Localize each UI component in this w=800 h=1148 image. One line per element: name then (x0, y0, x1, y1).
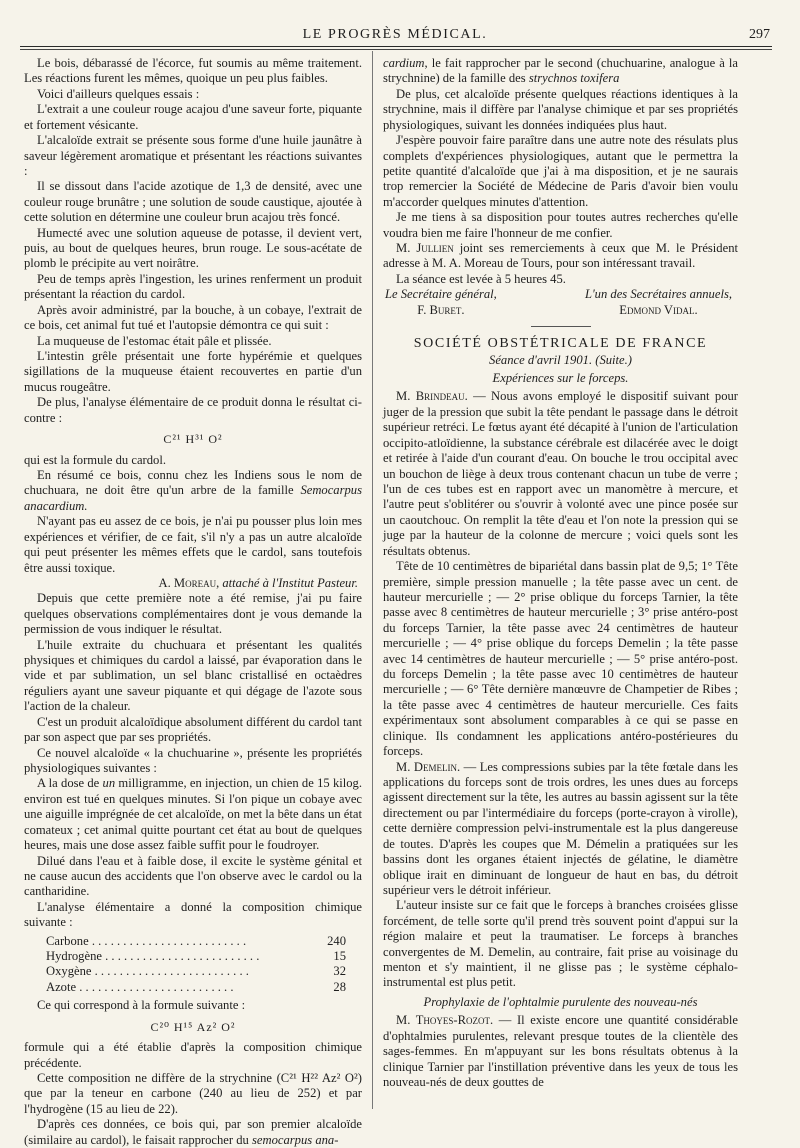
element-label: Azote . . . (46, 980, 308, 995)
paragraph: L'extrait a une couleur rouge acajou d'une saveur forte, piquante et fortement vésicante. (24, 102, 362, 132)
paragraph: L'analyse élémentaire a donné la composition chimique suivante : (24, 899, 362, 930)
secretary-annual (585, 287, 732, 318)
species-name: semocarpus ana- (252, 1132, 339, 1147)
subsection-title: Prophylaxie de l'ophtalmie purulente des nouveau-nés (423, 994, 698, 1009)
secretary-role: L'un des Secrétaires annuels, (584, 287, 732, 302)
paragraph: J'espère pouvoir faire paraître dans une autre note des résulats plus complets d'expériences physiologiques, autant que le permettra la petite quantité d'alcaloïde que j'ai à ma disposition, et je ne saurais trop remercier la Société de Médecine de Paris d'avoir bien voulu m'accorder quelques minutes d'attention. (383, 133, 738, 209)
paragraph: Humecté avec une solution aqueuse de potasse, il devient vert, puis, au bout de quelques heures, brun rouge. Le sous-acétate de plomb le précipite au vert noirâtre. (24, 225, 362, 271)
page-number: 297 (749, 27, 770, 42)
text: joint ses remerciements à ceux que M. le Président adresse à M. A. Moreau de Tours, pour son intéressant travail. (383, 241, 738, 271)
paragraph (383, 241, 738, 272)
paragraph: Le bois, débarassé de l'écorce, fut soumis au même traitement. Les réactions furent les mêmes, quoique un peu plus faibles. (24, 56, 362, 86)
paragraph: N'ayant pas eu assez de ce bois, je n'ai pu pousser plus loin mes expériences et vérifier, de ce fait, s'il n'y a pas un autre alcaloïde qui peut présenter les mêmes effets que le cardol, sans toutefois être aussi toxique. (24, 514, 362, 575)
text: — Il existe encore une quantité considérable d'ophtalmies purulentes, relevant presque toutes de la clientèle des sages-femmes. En m'appuyant sur les bons résultats obtenus à la clinique Tarnier par l'instillation préventive dans les yeux de tous les nouveau-nés de deux gouttes de (383, 1013, 738, 1089)
speaker-name: M. Jullien (396, 241, 454, 256)
paragraph (24, 468, 362, 514)
paragraph: L'alcaloïde extrait se présente sous forme d'une huile jaunâtre à saveur légèrement aromatique et présentant les réactions suivantes : (24, 133, 362, 178)
composition-table (46, 934, 346, 996)
text: En résumé ce bois, connu chez les Indiens sous le nom de chuchuara, ne doit être qu'un arbre de la famille (24, 467, 362, 498)
element-value: 240 (327, 933, 346, 948)
paragraph: qui est la formule du cardol. (24, 452, 166, 467)
section-separator (531, 326, 591, 327)
paragraph: Dilué dans l'eau et à faible dose, il excite le système génital et ne cause aucun des accidents que l'on observe avec le cardol ou la cantharidine. (24, 853, 362, 899)
text: — Nous avons employé le dispositif suivant pour juger de la pression que subit la tête pendant le passage dans le détroit supérieur retréci. Le fœtus ayant été décapité à l'union de l'articulation occipito-atloïdienne, la substance cérébrale est dilacérée avec le doigt et retirée à l'aide d'un courant d'eau. On bouche le trou occipital avec un bouchon de liège à deux trous contenant chacun un tube de verre ; l'un de ces tubes est en rapport avec un manomètre à mercure, et l'autre peut s'oblitérer ou s'ouvrir à volonté avec une pince posée sur un caoutchouc. On remplit la tête d'eau et l'on note la pression qui se juge par la hauteur de la colonne de mercure ; voici quels sont les résultats obtenus. (383, 389, 738, 558)
secretary-general (385, 287, 497, 318)
header-rule (20, 46, 772, 47)
paragraph: Peu de temps après l'ingestion, les urines renferment un produit présentant la réaction du cardol. (24, 271, 362, 302)
paragraph: Après avoir administré, par la bouche, à un cobaye, l'extrait de ce bois, cet animal fut tué et l'autopsie démontra ce qui suit : (24, 302, 362, 333)
paragraph (383, 760, 738, 899)
paragraph (383, 389, 738, 559)
paragraph (24, 1117, 362, 1148)
secretary-role: Le Secrétaire général, (385, 287, 497, 302)
paragraph (24, 776, 362, 853)
composition-row (46, 964, 346, 979)
left-column (24, 56, 362, 1148)
paragraph: L'intestin grêle présentait une forte hypérémie et quelques sigillations de la muqueuse étaient recouvertes en partie d'un mucus rougeâtre. (24, 349, 362, 394)
paragraph: L'auteur insiste sur ce fait que le forceps à branches croisées glisse forcément, de telle sorte qu'il prend très souvent point d'appui sur la région malaire et peut la traumatiser. Le forceps à branches convergentes de M. Demelin, au contraire, fait prise au voisinage du menton et s'y maintient, il ne glisse pas ; le système céphalo-instrumental est plus petit. (383, 898, 738, 990)
text: milligramme, en injection, un chien de 15 kilog. environ est tué en quelques minutes. Si l'on pique un cobaye avec une aiguille imprégnée de cet alcaloïde, on met la bête dans un état comateux ; cet animal quitte pourtant cet état au bout de quelques heures, mais une dose assez faible suffit pour le foudroyer. (24, 776, 362, 853)
paragraph: formule qui a été établie d'après la composition chimique précédente. (24, 1040, 362, 1070)
header-rule-thin (20, 49, 772, 50)
formula-cardol: C²¹ H³¹ O² (163, 432, 223, 447)
speaker-name: M. Brindeau. (396, 389, 468, 404)
text: — Les compressions subies par la tête fœtale dans les applications du forceps sont de trois ordres, les unes dues au forceps agissent directement sur la tête, les autres au bassin agissent sur la tête directement ou par l'intermédiaire du forceps (porte-crayon à virolle), cette dernière compression pelvi-instrumentale est la plus dangereuse de toutes. D'après les coupes que M. Démelin a pratiquées sur les bassins dont les organes étaient injectés de gélatine, le diamètre oblique irait en diminuant de longueur de haut en bas, du détroit supérieur vers le détroit inférieur. (383, 759, 738, 897)
paragraph: La muqueuse de l'estomac était pâle et plissée. (37, 333, 272, 348)
element-label: Hydrogène . . . (46, 949, 308, 964)
session-date: Séance d'avril 1901. (Suite.) (489, 352, 632, 367)
speaker-name: M. Thoyes-Rozot. (396, 1013, 494, 1028)
text: A la dose de (37, 776, 103, 791)
paragraph: C'est un produit alcaloïdique absolument différent du cardol tant par son aspect que par ses propriétés. (24, 714, 362, 745)
paragraph: Je me tiens à sa disposition pour toutes autres recherches qu'elle voudra bien me faire l'honneur de me confier. (383, 210, 738, 240)
paragraph: Il se dissout dans l'acide azotique de 1,3 de densité, avec une couleur rouge brunâtre ; une solution de soude caustique, ajoutée à cette solution en détermine une couleur brun acajou très foncé. (24, 179, 362, 225)
paragraph: L'huile extraite du chuchuara et présentant les qualités physiques et chimiques du cardol a laissé, par évaporation dans le vide et par sublimation, un sel blanc cristallisé en octaèdres réguliers ayant une saveur piquante et qui dégage de l'azote sous l'action de la chaleur. (24, 637, 362, 714)
paragraph: Voici d'ailleurs quelques essais : (37, 86, 200, 101)
paragraph: De plus, cet alcaloïde présente quelques réactions identiques à la strychnine, mais il diffère par l'analyse chimique et par ses propriétés physiologiques, suivant les données indiquées plus haut. (383, 86, 738, 132)
formula-chuchuarine: C²⁰ H¹⁵ Az² O² (150, 1019, 236, 1034)
composition-row (46, 949, 346, 964)
right-column (383, 56, 738, 1090)
paragraph: Ce qui correspond à la formule suivante : (37, 998, 246, 1013)
paragraph: Cette composition ne diffère de la strychnine (C²¹ H²² Az² O²) que par la teneur en carbone (240 au lieu de 252) et par l'hydrogène (15 au lieu de 22). (24, 1071, 362, 1116)
paragraph (383, 1013, 738, 1090)
paragraph: La séance est levée à 5 heures 45. (396, 271, 566, 286)
composition-row (46, 934, 346, 949)
paragraph: Depuis que cette première note a été remise, j'ai pu faire quelques observations complémentaires dont je vous demande la permission de vous indiquer le résultat. (24, 591, 362, 637)
author-name: A. Moreau, (158, 575, 220, 590)
secretary-name: Edmond Vidal. (619, 302, 698, 317)
text: , le fait rapprocher par le second (chuchuarine, analogue à la strychnine) de la famille des (383, 56, 738, 86)
secretary-name: F. Buret. (417, 302, 465, 317)
journal-title: LE PROGRÈS MÉDICAL. (302, 27, 488, 42)
composition-row (46, 980, 346, 995)
species-name: strychnos toxifera (528, 71, 620, 86)
text: D'après ces données, ce bois qui, par son premier alcaloïde (similaire au cardol), le faisait rapprocher du (24, 1117, 362, 1147)
paragraph: Tête de 10 centimètres de bipariétal dans bassin plat de 9,5; 1° Tête première, simple pression manuelle ; la tête passe avec un cent. de hauteur mercurielle ; — 2° prise oblique du forceps Tarnier, la tête passe avec 8 centimètres de hauteur mercurielle ; 3° prise antéro-post du forceps Tarnier, la tête passe avec 24 centimètres de hauteur mercurielle ; — 4° prise oblique du forceps Demelin ; la tête passe avec 14 centimètres de hauteur mercurielle ; — 5° prise antéro-post. du forceps Demelin ; la tête passe avec 10 centimètres de hauteur mercurielle ; — 6° Tête dernière manœuvre de Champetier de Ribes ; la tête passe avec 4 centimètres de hauteur mercurielle. Ces faits expérimentaux sont absolument comparables à ce qui se passe en clinique. Ils condamnent les applications antéro-postérieures du forceps. (383, 559, 738, 759)
element-value: 15 (333, 949, 346, 964)
paragraph: De plus, l'analyse élémentaire de ce produit donna le résultat ci-contre : (24, 395, 362, 425)
species-name: cardium (383, 56, 425, 70)
page-header (20, 27, 770, 47)
element-value: 28 (333, 979, 346, 994)
paragraph (383, 56, 738, 87)
element-label: Oxygène . . . (46, 964, 308, 979)
secretaries-signatures (383, 287, 738, 318)
section-title: SOCIÉTÉ OBSTÉTRICALE DE FRANCE (413, 336, 708, 352)
species-name: Semocarpus anacardium. (24, 483, 362, 513)
element-label: Carbone . . . (46, 934, 308, 949)
speaker-name: M. Demelin. (396, 759, 461, 774)
column-divider (372, 51, 373, 1109)
element-value: 32 (333, 964, 346, 979)
author-signature (24, 576, 362, 591)
subsection-title: Expériences sur le forceps. (492, 371, 629, 386)
emphasis: un (102, 776, 116, 791)
paragraph: Ce nouvel alcaloïde « la chuchuarine », présente les propriétés physiologiques suivantes : (24, 745, 362, 775)
author-affiliation: attaché à l'Institut Pasteur. (219, 575, 358, 590)
